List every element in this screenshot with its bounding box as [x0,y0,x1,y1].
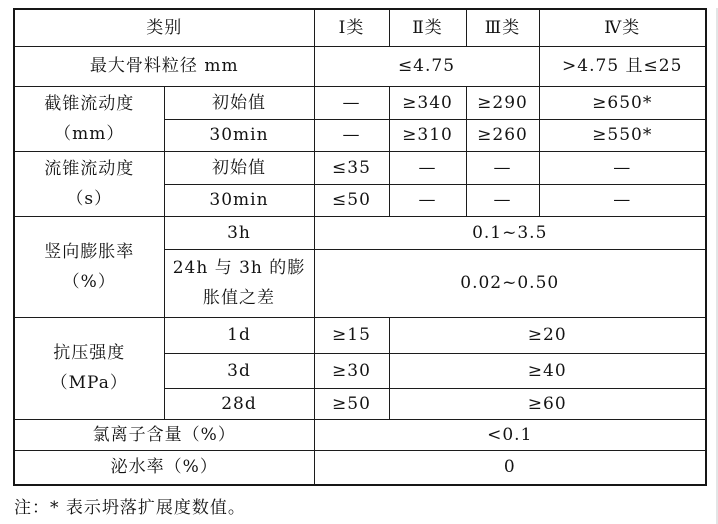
table-row [14,151,706,184]
table-cell: ≤50 [314,184,389,216]
table-cell: ≥550* [539,119,706,151]
table-cell: 30min [164,119,314,151]
table-row [14,86,706,119]
table-cell: 最大骨料粒径 mm [14,46,314,86]
table-cell: ≤4.75 [314,46,539,86]
table-cell: Ⅳ类 [539,9,706,46]
table-row [14,9,706,46]
table-cell: 流锥流动度 （s） [14,151,164,216]
table-cell: — [389,151,466,184]
table-cell: 初始值 [164,151,314,184]
table-cell: — [539,151,706,184]
table-cell: <0.1 [314,419,706,450]
table-cell: ≥40 [389,353,706,388]
table-cell: ≥20 [389,317,706,353]
table-cell: 0 [314,450,706,485]
table-cell: ≥310 [389,119,466,151]
table-cell: 竖向膨胀率 （%） [14,216,164,317]
table-cell: 24h 与 3h 的膨 胀值之差 [164,249,314,317]
table-cell: 类别 [14,9,314,46]
table-cell: ≥340 [389,86,466,119]
table-row [14,450,706,485]
table-cell: 28d [164,388,314,419]
table-cell: — [466,151,539,184]
document-page [0,8,718,524]
table-cell: 抗压强度 （MPa） [14,317,164,419]
table-row [14,317,706,353]
table-cell: 氯离子含量（%） [14,419,314,450]
spec-table [13,8,707,486]
table-cell: — [314,86,389,119]
table-cell: ≥30 [314,353,389,388]
table-cell: — [539,184,706,216]
table-cell: ≥15 [314,317,389,353]
table-cell: Ⅰ类 [314,9,389,46]
table-cell: 30min [164,184,314,216]
table-cell: Ⅱ类 [389,9,466,46]
table-cell: — [389,184,466,216]
table-cell: 3d [164,353,314,388]
table-cell: ≥290 [466,86,539,119]
footnote: 注：* 表示坍落扩展度数值。 [14,498,246,518]
spec-table-body [14,9,706,485]
table-cell: 初始值 [164,86,314,119]
table-cell: 1d [164,317,314,353]
table-cell: — [314,119,389,151]
table-row [14,216,706,249]
table-cell: ≥50 [314,388,389,419]
table-row [14,419,706,450]
table-cell: 截锥流动度 （mm） [14,86,164,151]
table-cell: ≥260 [466,119,539,151]
table-row [14,46,706,86]
table-cell: — [466,184,539,216]
table-cell: 0.02~0.50 [314,249,706,317]
table-cell: 0.1~3.5 [314,216,706,249]
table-cell: ≤35 [314,151,389,184]
table-cell: Ⅲ类 [466,9,539,46]
table-cell: 泌水率（%） [14,450,314,485]
table-cell: 3h [164,216,314,249]
table-cell: >4.75 且≤25 [539,46,706,86]
table-cell: ≥650* [539,86,706,119]
table-cell: ≥60 [389,388,706,419]
